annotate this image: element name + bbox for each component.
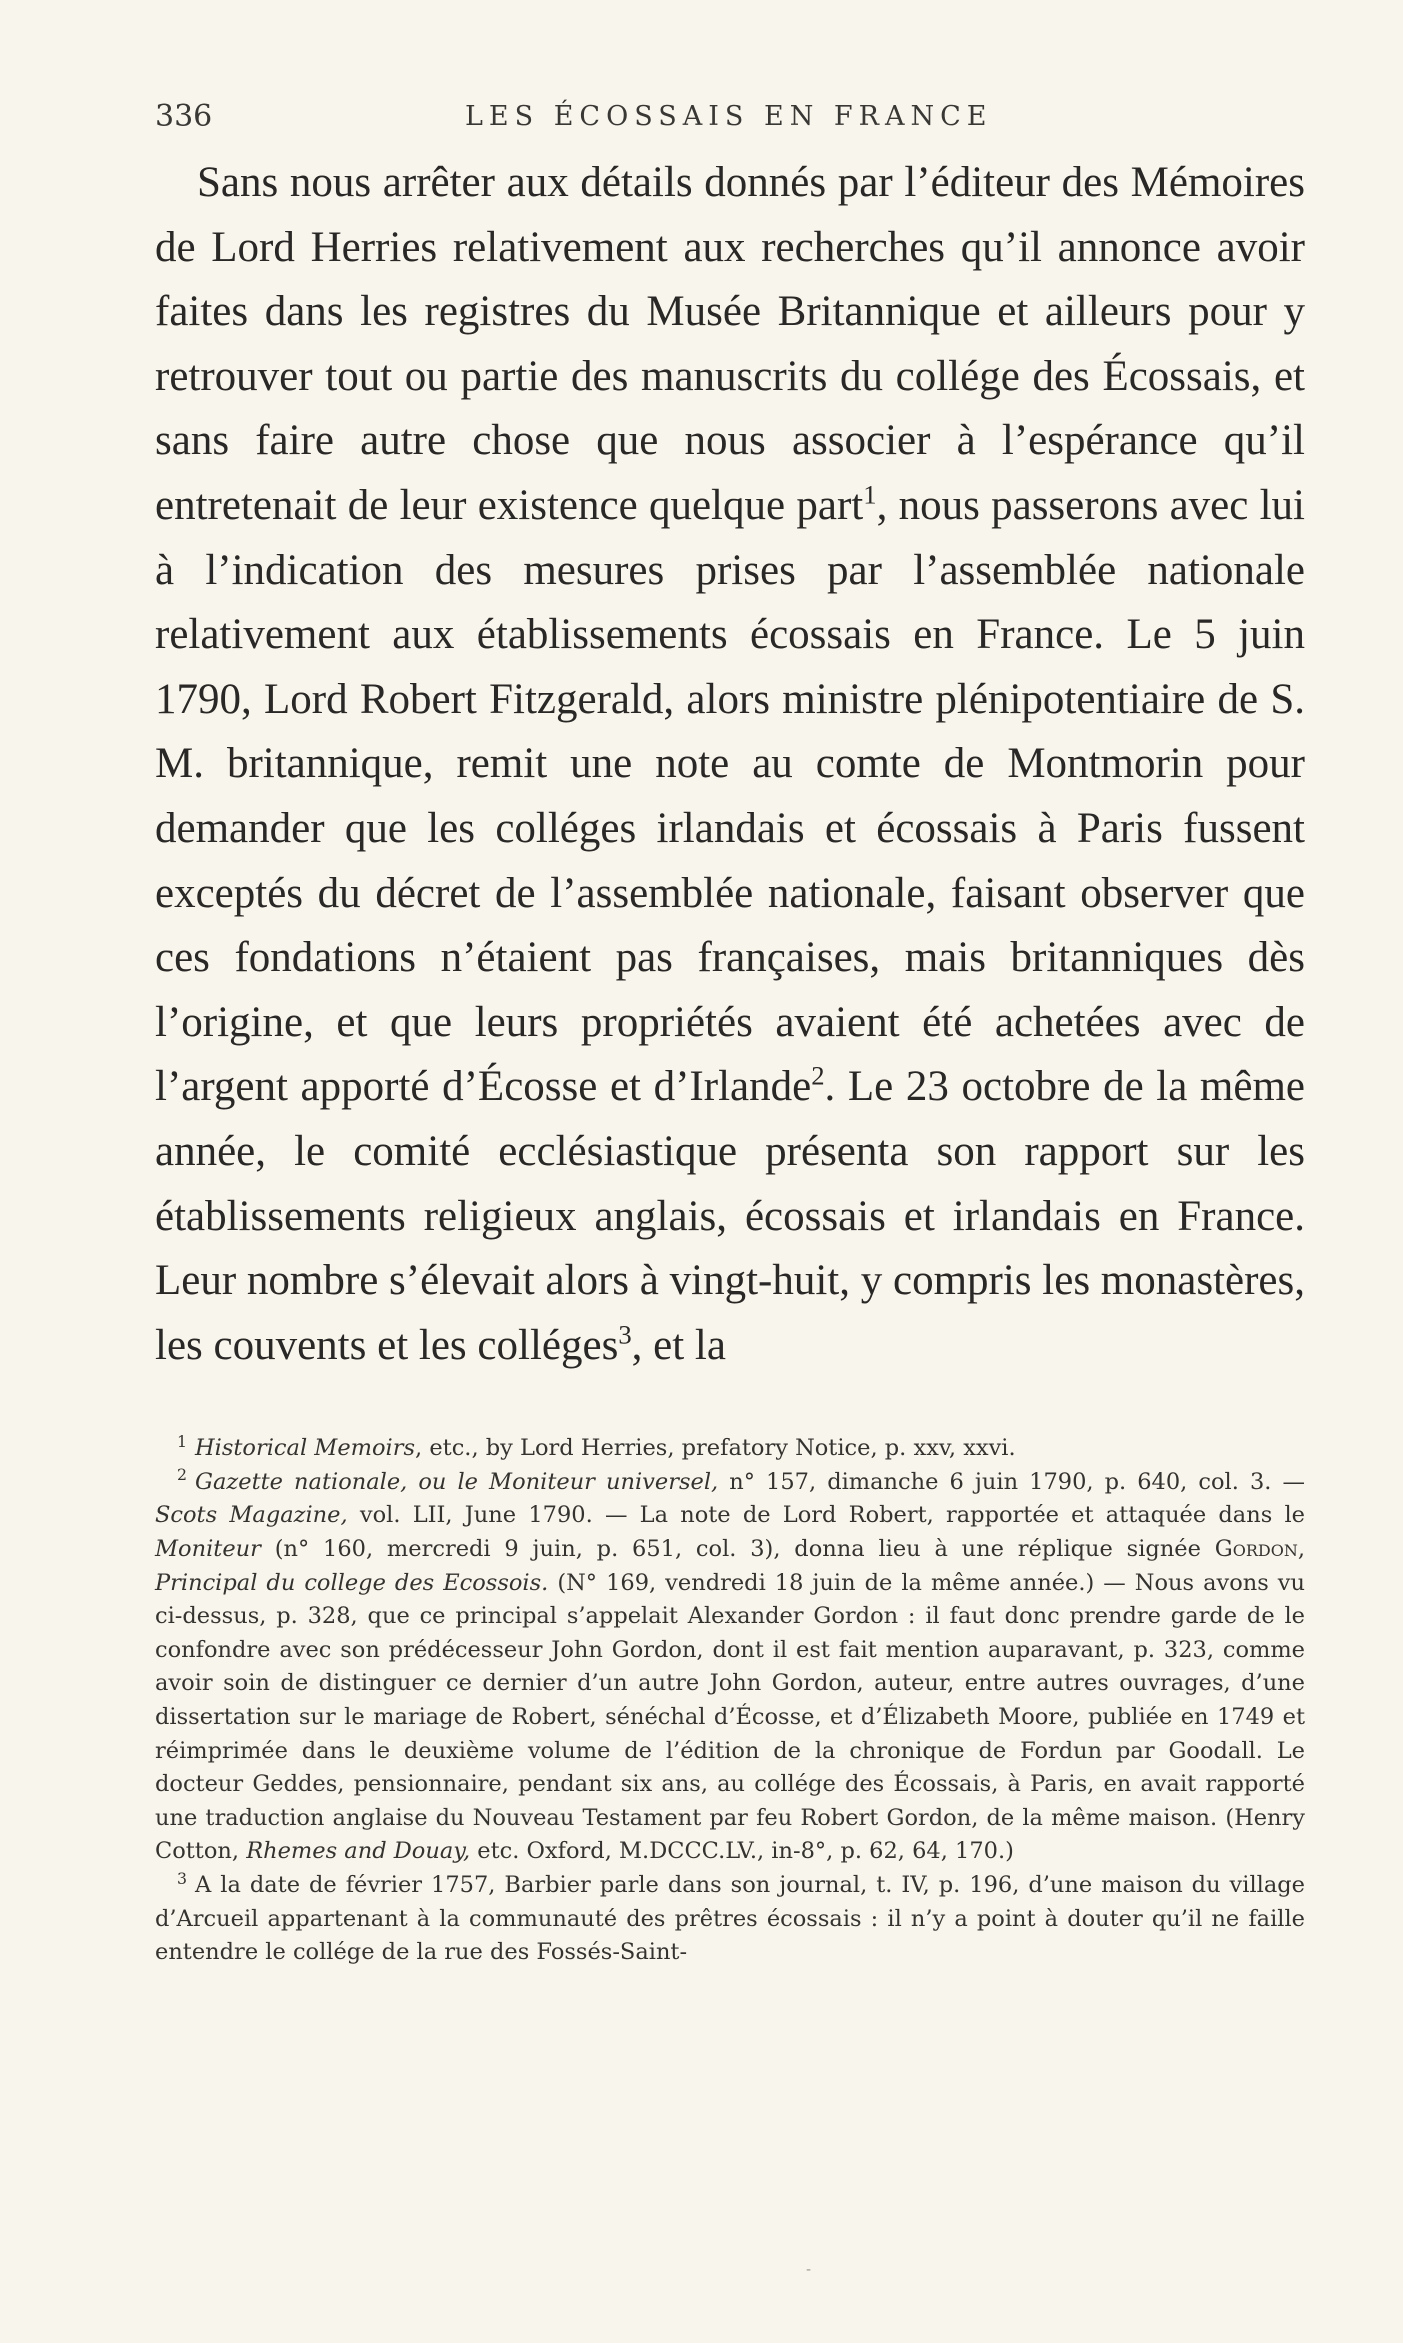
page xyxy=(155,95,1305,1970)
running-title: LES ÉCOSSAIS EN FRANCE xyxy=(465,101,993,132)
footnote-2-title-gazette: Gazette nationale, ou le Moniteur universel, xyxy=(195,1468,719,1495)
footnote-2-title-rhemes: Rhemes and Douay, xyxy=(246,1838,471,1865)
stray-print-mark: - xyxy=(806,2262,812,2278)
footnote-2-text-b: vol. LII, June 1790. — La note de Lord Robert, rapportée et attaquée dans le xyxy=(347,1502,1305,1529)
footnote-1-text: , etc., by Lord Herries, prefatory Notice, p. xxv, xxvi. xyxy=(415,1435,1016,1462)
footnote-3-number: 3 xyxy=(177,1868,188,1888)
footnote-2-signer: Gordon xyxy=(1214,1536,1298,1563)
footnote-2-title-scots-magazine: Scots Magazine, xyxy=(155,1502,348,1529)
footnote-2-title-moniteur: Moniteur xyxy=(155,1536,261,1563)
footnote-2-number: 2 xyxy=(177,1465,188,1485)
footnote-2-text-d: , xyxy=(1297,1536,1305,1563)
footnote-2-text-c: (n° 160, mercredi 9 juin, p. 651, col. 3), donna lieu à une réplique signée xyxy=(260,1536,1215,1563)
footnote-2-title-principal: Principal du college des Ecossois. xyxy=(155,1569,549,1596)
page-header xyxy=(155,95,1305,145)
body-text-part-2: , nous passerons avec lui à l’indication des mesures prises par l’assemblée nationale relativement aux établissements écossais en France. Le 5 juin 1790, Lord Robert Fitzgerald, alors ministre plénipotentiaire de S. M. britannique, remit une note au comte de Montmorin pour demander que les colléges irlandais et écossais à Paris fussent exceptés du décret de l’assemblée nationale, faisant observer que ces fondations n’étaient pas françaises, mais britanniques dès l’origine, et que leurs propriétés avaient été achetées avec de l’argent apporté d’Écosse et d’Irlande xyxy=(155,481,1306,1111)
footnote-1 xyxy=(155,1432,1305,1466)
footnote-ref-3[interactable]: 3 xyxy=(618,1319,632,1350)
footnotes xyxy=(155,1432,1305,1970)
footnote-2 xyxy=(155,1466,1305,1869)
footnote-2-text-e: (N° 169, vendredi 18 juin de la même année.) — Nous avons vu ci-dessus, p. 328, que ce principal s’appelait Alexander Gordon : il faut donc prendre garde de le confondre avec son prédécesseur John Gordon, dont il est fait mention auparavant, p. 323, comme avoir soin de distinguer ce dernier d’un autre John Gordon, auteur, entre autres ouvrages, d’une dissertation sur le mariage de Robert, sénéchal d’Écosse, et d’Élizabeth Moore, publiée en 1749 et réimprimée dans le deuxième volume de l’édition de la chronique de Fordun par Goodall. Le docteur Geddes, pensionnaire, pendant six ans, au collége des Écossais, à Paris, en avait rapporté une traduction anglaise du Nouveau Testament par feu Robert Gordon, de la même maison. (Henry Cotton, xyxy=(155,1569,1306,1865)
footnote-ref-2[interactable]: 2 xyxy=(811,1060,825,1091)
footnote-2-text-a: n° 157, dimanche 6 juin 1790, p. 640, col. 3. — xyxy=(718,1468,1305,1495)
page-number: 336 xyxy=(155,99,213,134)
footnote-3 xyxy=(155,1869,1305,1970)
footnote-3-text: A la date de février 1757, Barbier parle dans son journal, t. IV, p. 196, d’une maison du village d’Arcueil appartenant à la communauté des prêtres écossais : il n’y a point à douter qu’il ne faille entendre le collége de la rue des Fossés-Saint- xyxy=(155,1872,1305,1966)
footnote-ref-1[interactable]: 1 xyxy=(863,479,877,510)
body-text-part-3: . Le 23 octobre de la même année, le comité ecclésiastique présenta son rapport sur les établissements religieux anglais, écossais et irlandais en France. Leur nombre s’élevait alors à vingt-huit, y compris les monastères, les couvents et les colléges xyxy=(155,1063,1305,1369)
body-text-part-1: Sans nous arrêter aux détails donnés par l’éditeur des Mémoires de Lord Herries relativement aux recherches qu’il annonce avoir faites dans les registres du Musée Britannique et ailleurs pour y retrouver tout ou partie des manuscrits du collége des Écossais, et sans faire autre chose que nous associer à l’espérance qu’il entretenait de leur existence quelque part xyxy=(155,159,1305,529)
footnote-1-title: Historical Memoirs xyxy=(195,1435,416,1462)
body-text-part-4: , et la xyxy=(631,1321,726,1369)
footnote-1-number: 1 xyxy=(177,1431,188,1451)
main-paragraph xyxy=(155,151,1305,1378)
footnote-2-text-f: etc. Oxford, M.DCCC.LV., in-8°, p. 62, 64, 170.) xyxy=(470,1838,1014,1865)
